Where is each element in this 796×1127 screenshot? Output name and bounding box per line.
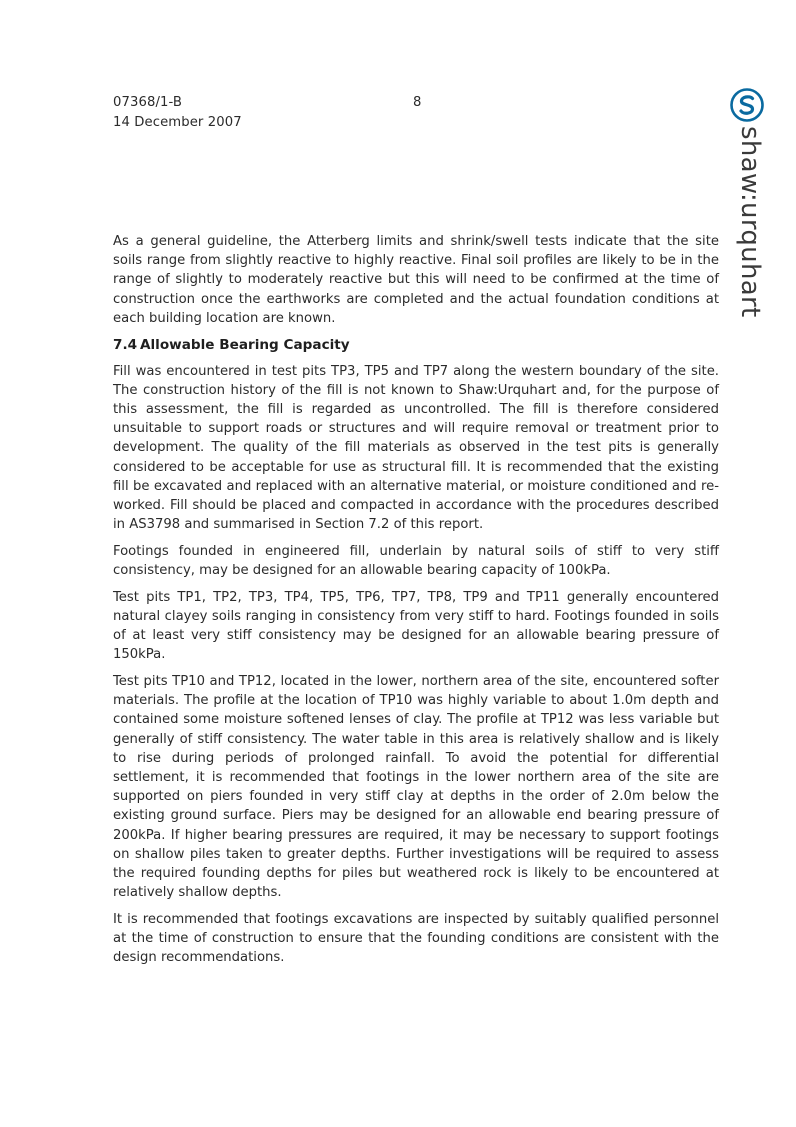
- company-logo-text: shaw:urquhart: [735, 126, 765, 318]
- paragraph-engineered-fill: Footings founded in engineered fill, underlain by natural soils of stiff to very stiff consistency, may be designed for an allowable bearing capacity of 100kPa.: [113, 543, 719, 579]
- company-logo: [726, 88, 770, 318]
- document-date: 14 December 2007: [113, 115, 242, 130]
- document-reference: 07368/1-B: [113, 95, 183, 110]
- intro-paragraph: As a general guideline, the Atterberg limits and shrink/swell tests indicate that the site soils range from slightly reactive to highly reactive. Final soil profiles are likely to be in the range of slightly to moderately reactive but this will need to be confirmed at the time of construction once the earthworks are completed and the actual foundation conditions at each building location are known.: [113, 234, 719, 326]
- paragraph-fill: Fill was encountered in test pits TP3, TP5 and TP7 along the western boundary of the site. The construction history of the fill is not known to Shaw:Urquhart and, for the purpose of this assessment, the fill is regarded as uncontrolled. The fill is therefore considered unsuitable to support roads or structures and will require removal or treatment prior to development. The quality of the fill materials as observed in the test pits is generally considered to be acceptable for use as structural fill. It is recommended that the existing fill be excavated and replaced with an alternative material, or moisture conditioned and re-worked. Fill should be placed and compacted in accordance with the procedures described in AS3798 and summarised in Section 7.2 of this report.: [113, 363, 719, 533]
- section-number: 7.4: [113, 336, 138, 353]
- paragraph-natural-soils: Test pits TP1, TP2, TP3, TP4, TP5, TP6, TP7, TP8, TP9 and TP11 generally encountered natural clayey soils ranging in consistency from very stiff to hard. Footings founded in soils of at least very stiff consistency may be designed for an allowable bearing pressure of 150kPa.: [113, 589, 719, 663]
- report-body: [113, 232, 719, 975]
- page-number: 8: [413, 95, 422, 110]
- shaw-urquhart-s-logo-icon: [730, 88, 764, 122]
- document-header: [113, 93, 242, 133]
- paragraph-inspection: It is recommended that footings excavations are inspected by suitably qualified personnel at the time of construction to ensure that the founding conditions are consistent with the design recommendations.: [113, 912, 719, 966]
- paragraph-softer-materials: Test pits TP10 and TP12, located in the lower, northern area of the site, encountered softer materials. The profile at the location of TP10 was highly variable to about 1.0m depth and contained some moisture softened lenses of clay. The profile at TP12 was less variable but generally of stiff consistency. The water table in this area is relatively shallow and is likely to rise during periods of prolonged rainfall. To avoid the potential for differential settlement, it is recommended that footings in the lower northern area of the site are supported on piers founded in very stiff clay at depths in the order of 2.0m below the existing ground surface. Piers may be designed for an allowable end bearing pressure of 200kPa. If higher bearing pressures are required, it may be necessary to support footings on shallow piles taken to greater depths. Further investigations will be required to assess the required founding depths for piles but weathered rock is likely to be encountered at relatively shallow depths.: [113, 674, 719, 901]
- section-heading: [113, 336, 719, 355]
- section-title: Allowable Bearing Capacity: [140, 336, 350, 353]
